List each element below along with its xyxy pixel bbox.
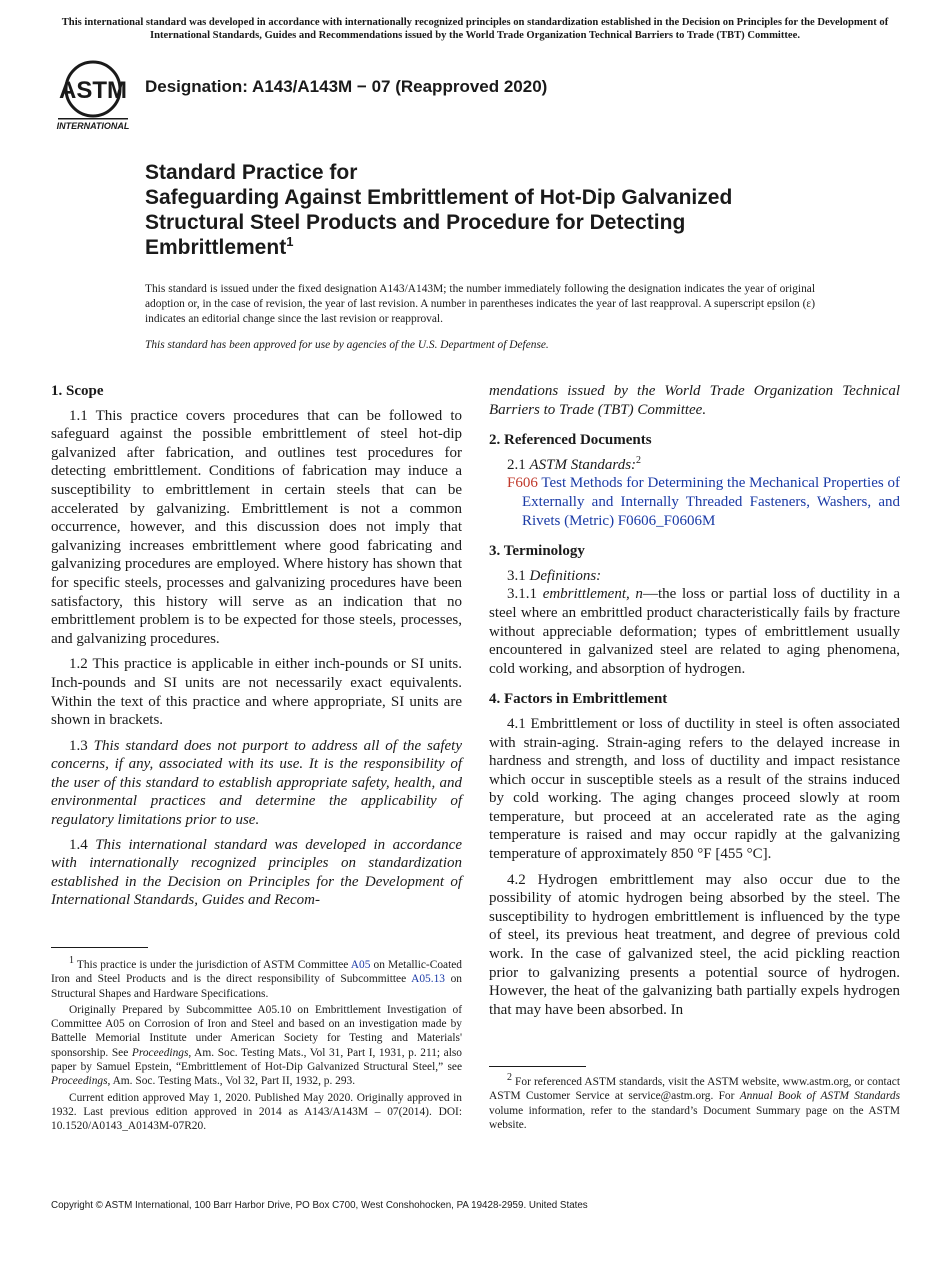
reference-code[interactable]: F606	[507, 475, 538, 492]
section-heading-terminology: 3. Terminology	[489, 543, 585, 560]
paragraph-1-1: 1.1 This practice covers procedures that can be followed to safeguard against the possible embrittlement of steel hot-dip galvanized after fabrication, and outlines test procedures for detecting embrittlement. Conditions of fabrication may induce a susceptibility to embrittlement in certain steels that can be accelerated by galvanizing. Embrittlement is not a common occurrence, however, and this discussion does not imply that galvanizing increases embrittlement where good fabricating and galvanizing procedures are employed. Where history has shown that for specific steels, processes and galvanizing procedures have been satisfactory, this history will serve as an indication that no embrittlement problem is to be expected for those steels, processes, and galvanizing procedures.	[51, 407, 462, 647]
paragraph-2-1: 2.1 ASTM Standards:$^2$	[507, 454, 642, 473]
issue-note: This standard is issued under the fixed designation A143/A143M; the number immediately following the designation indicates the year of original adoption or, in the case of revision, the year of last revision. A number in parentheses indicates the year of last reapproval. A superscript epsilon (ε) indicates an editorial change since the last revision or reapproval.	[145, 283, 815, 325]
paragraph-1-4: 1.4 This international standard was developed in accordance with internationally recognized principles on standardization established in the Decision on Principles for the Development of International Standards, Guides and Recom-	[51, 836, 462, 909]
section-heading-referenced-documents: 2. Referenced Documents	[489, 432, 652, 449]
logo-letters: ASTM	[59, 77, 127, 104]
approval-note: This standard has been approved for use by agencies of the U.S. Department of Defense.	[145, 339, 549, 351]
logo-label: INTERNATIONAL	[56, 121, 130, 131]
designation: Designation: A143/A143M − 07 (Reapproved 2020)	[145, 77, 548, 96]
right-column	[489, 382, 900, 1019]
title-line-1: Standard Practice for	[145, 161, 358, 184]
footnotes-right	[489, 1072, 901, 1132]
paragraph-3-1: 3.1 Definitions:	[507, 567, 602, 584]
paragraph-3-1-1: 3.1.1 embrittlement, n—the loss or partial loss of ductility in a steel where an embrittled product characteristically fails by fracture without appreciable deformation; types of embrittlement usually encountered in galvanized steel are related to aging phenomena, cold working, and absorption of hydrogen.	[489, 586, 900, 677]
link-a05-13[interactable]: A05.13	[411, 973, 445, 986]
section-heading-scope: 1. Scope	[51, 383, 104, 399]
footnote-rule-right	[489, 1066, 586, 1067]
title-line-4: Embrittlement$^1$	[145, 234, 294, 259]
paragraph-1-2: 1.2 This practice is applicable in either inch-pounds or SI units. Inch-pounds and SI units are not necessarily exact equivalents. Within the text of this practice and where appropriate, SI units are shown in brackets.	[51, 656, 462, 729]
paragraph-1-3: 1.3 This standard does not purport to address all of the safety concerns, if any, associated with its use. It is the responsibility of the user of this standard to establish appropriate safety, health, and environmental practices and determine the applicability of regulatory limitations prior to use.	[51, 737, 463, 829]
title-footnote-mark: 1	[286, 234, 294, 249]
title-line-3: Structural Steel Products and Procedure for Detecting	[145, 211, 686, 234]
paragraph-4-1: 4.1 Embrittlement or loss of ductility in steel is often associated with strain-aging. Strain-aging refers to the delayed increase in hardness and strength, and loss of ductility and impact resistance which occur in susceptible steels as a result of the strains induced by cold working. The aging changes proceed slowly at room temperature, but proceed at an accelerated rate as the aging temperature is raised and may occur rapidly at the galvanizing temperature of approximately 850 °F [455 °C].	[489, 715, 900, 863]
top-notice: This international standard was developed in accordance with internationally recognized principles on standardization established in the Decision on Principles for the Development of International Standards, Guides and Recommendations issued by the World Trade Organization Technical Barriers to Trade (TBT) Committee.	[61, 17, 889, 41]
paragraph-4-2: 4.2 Hydrogen embrittlement may also occur due to the possibility of atomic hydrogen being absorbed by the steel. The susceptibility to hydrogen embrittlement is influenced by the type of steel, its previous heat treatment, and degree of previous cold work. In the case of galvanized steel, the acid pickling reaction prior to galvanizing presents a potential source of hydrogen. However, the heat of the galvanizing bath partially expels hydrogen that may have been absorbed. In	[489, 871, 900, 1018]
copyright: Copyright © ASTM International, 100 Barr Harbor Drive, PO Box C700, West Conshohocken, PA 19428-2959. United States	[51, 1200, 588, 1211]
section-heading-factors: 4. Factors in Embrittlement	[489, 691, 668, 708]
footnote-rule-left	[51, 947, 148, 948]
footnote-1-history: Originally Prepared by Subcommittee A05.10 on Embrittlement Investigation of Committee A05 on Corrosion of Iron and Steel and based on an investigation made by Battelle Memorial Institute under American Society for Testing and Materials' sponsorship. See Proceedings, Am. Soc. Testing Mats., Vol 31, Part I, 1931, p. 211; also paper by Samuel Epstein, “Embrittlement of Hot-Dip Galvanized Structural Steel,” see Proceedings, Am. Soc. Testing Mats., Vol 32, Part II, 1932, p. 293.	[51, 1003, 462, 1088]
left-column	[51, 382, 462, 910]
link-a05[interactable]: A05	[350, 959, 371, 971]
paragraph-1-4-continued: mendations issued by the World Trade Organization Technical Barriers to Trade (TBT) Committee.	[489, 383, 900, 418]
reference-f606[interactable]	[489, 474, 900, 530]
document-title	[145, 160, 845, 260]
reference-title[interactable]: Test Methods for Determining the Mechanical Properties of Externally and Internally Threaded Fasteners, Washers, and Rivets (Metric) F0606_F0606M	[522, 475, 900, 529]
footnote-1: $^1$ This practice is under the jurisdiction of ASTM Committee A05 on Metallic-Coated Iron and Steel Products and is the direct responsibility of Subcommittee A05.13 on Structural Shapes and Hardware Specifications.	[51, 955, 462, 1000]
footnote-1-edition: Current edition approved May 1, 2020. Published May 2020. Originally approved in 1932. Last previous edition approved in 2014 as A143/A143M – 07(2014). DOI: 10.1520/A0143_A0143M-07R20.	[51, 1091, 462, 1133]
astm-logo	[52, 58, 134, 132]
footnote-2: $^2$ For referenced ASTM standards, visit the ASTM website, www.astm.org, or contact ASTM Customer Service at service@astm.org. For Annual Book of ASTM Standards volume information, refer to the standard’s Document Summary page on the ASTM website.	[489, 1072, 901, 1131]
title-line-2: Safeguarding Against Embrittlement of Hot-Dip Galvanized	[145, 186, 733, 209]
footnotes-left	[51, 955, 462, 1134]
